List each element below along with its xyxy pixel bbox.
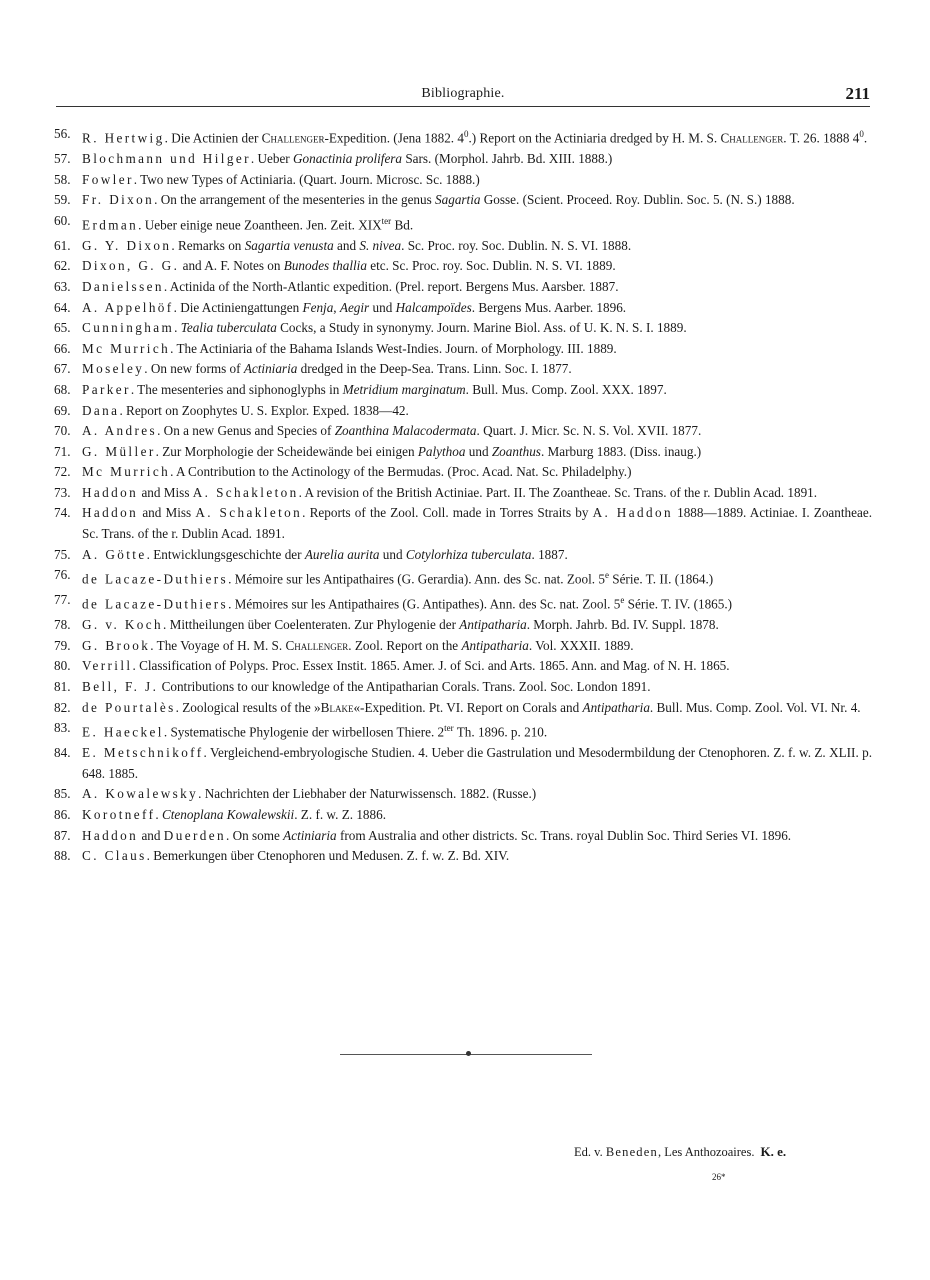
bib-italic-title: Actiniaria: [243, 361, 298, 377]
bib-entry-number: 63.: [54, 278, 71, 294]
bib-entry-text: [82, 565, 872, 590]
bib-text-run: . Vergleichend-embryologische Studien. 4. Ueber die Gastrulation und Mesodermbildung der Ctenophoren. Z. f. w. Z. XLII. p. 648. 1885.: [82, 745, 872, 781]
bib-entry: [54, 380, 872, 401]
bib-entry-number: 73.: [54, 484, 71, 500]
bib-text-run: . Bull. Mus. Comp. Zool. XXX. 1897.: [465, 381, 667, 397]
bib-text-run: from Australia and other districts. Sc. Trans. royal Dublin Soc. Third Series VI. 1896.: [336, 827, 792, 843]
bib-text-run: . Mémoires sur les Antipathaires (G. Antipathes). Ann. des Sc. nat. Zool. 5: [228, 596, 621, 612]
bib-author: Haddon: [82, 484, 139, 500]
bib-entry: [54, 615, 872, 636]
bib-author: de Lacaze-Duthiers: [82, 571, 229, 587]
bib-text-run: etc. Sc. Proc. roy. Soc. Dublin. N. S. VI. 1889.: [366, 258, 616, 274]
bib-small-caps: Challenger: [261, 130, 325, 146]
bib-entry: [54, 339, 872, 360]
bib-entry: [54, 149, 872, 170]
bib-text-run: . 1887.: [531, 546, 568, 562]
bib-entry-number: 72.: [54, 464, 71, 480]
bib-superscript: e: [604, 570, 609, 581]
bib-italic-title: Halcampoïdes: [395, 299, 472, 315]
bib-text-run: . Mémoire sur les Antipathaires (G. Gerardia). Ann. des Sc. nat. Zool. 5: [228, 571, 605, 587]
bib-author: Mc Murrich: [82, 340, 171, 356]
bib-entry: [54, 743, 872, 784]
bib-entry-text: [82, 339, 872, 360]
bib-author: E. Metschnikoff: [82, 745, 204, 761]
bib-text-run: . T. 26. 1888 4: [783, 130, 860, 146]
bib-entry-text: [82, 784, 872, 805]
bib-entry-text: [82, 698, 872, 719]
bib-entry-text: [82, 483, 872, 504]
bib-entry-number: 81.: [54, 679, 71, 694]
end-ornament-dot: [466, 1051, 471, 1056]
bib-author: de Pourtalès: [82, 699, 176, 715]
bib-text-run: Th. 1896. p. 210.: [453, 724, 548, 740]
bib-entry-number: 69.: [54, 402, 71, 418]
bib-entry-number: 59.: [54, 192, 71, 208]
signature-mark: K. e.: [760, 1144, 787, 1159]
bib-author: C. Claus: [82, 848, 147, 864]
bib-entry-number: 57.: [54, 150, 71, 166]
bib-entry-number: 80.: [54, 658, 71, 674]
bib-entry-number: 85.: [54, 786, 71, 802]
bib-entry-number: 88.: [54, 848, 71, 864]
bib-author: Danielssen: [82, 278, 164, 294]
bib-entry-number: 84.: [54, 745, 71, 761]
bib-author: Cunningham: [82, 320, 175, 336]
bib-author: G. Brook: [82, 637, 151, 653]
bib-entry-number: 64.: [54, 299, 71, 315]
bib-entry-number: 78.: [54, 617, 71, 633]
bib-text-run: . Nachrichten der Liebhaber der Naturwissensch. 1882. (Russe.): [198, 786, 537, 802]
bib-entry: [54, 718, 872, 743]
bib-author: Dixon, G. G.: [82, 258, 180, 274]
bib-entry: [54, 442, 872, 463]
bib-entry-number: 79.: [54, 637, 71, 653]
bib-entry-text: [82, 359, 872, 380]
bib-entry: [54, 846, 872, 867]
bib-author: Fr. Dixon: [82, 192, 155, 208]
bib-text-run: .: [155, 806, 162, 822]
bib-text-run: 1888—1889. Actiniae. I. Zoantheae. Sc. Trans. of the r. Dublin Acad. 1891.: [82, 505, 872, 542]
bib-entry-text: [82, 170, 872, 191]
header-rule: [56, 106, 870, 107]
bib-text-run: . On the arrangement of the mesenteries in the genus: [154, 192, 436, 208]
bib-entry-text: [82, 590, 872, 615]
bib-entry-number: 68.: [54, 381, 71, 397]
bib-author: A. Andres: [82, 423, 158, 439]
bib-entry-text: [82, 826, 872, 847]
bib-entry: [54, 190, 872, 211]
bib-author: A. Kowalewsky: [82, 786, 199, 802]
bib-text-run: .) Report on the Actiniaria dredged by H. M. S.: [468, 130, 721, 146]
bib-entry-text: [82, 615, 872, 636]
bib-entry-number: 60.: [54, 212, 71, 228]
bib-text-run: «-Expedition. Pt. VI. Report on Corals and: [353, 699, 583, 715]
bib-author: R. Hertwig: [82, 130, 165, 146]
bib-text-run: . Remarks on: [171, 237, 245, 253]
bib-text-run: and Miss: [138, 484, 193, 500]
bib-entry: [54, 805, 872, 826]
bib-entry: [54, 590, 872, 615]
bib-text-run: ,: [333, 299, 340, 315]
bib-text-run: and Miss: [138, 505, 196, 521]
bib-text-run: und: [465, 443, 492, 459]
bib-entry-number: 74.: [54, 505, 71, 521]
bib-text-run: .: [174, 320, 181, 336]
bib-entry-number: 67.: [54, 361, 71, 377]
bib-text-run: . Bergens Mus. Aarber. 1896.: [471, 299, 627, 315]
bib-text-run: . Z. f. w. Z. 1886.: [294, 806, 387, 822]
bib-author: Erdman: [82, 217, 139, 233]
bib-text-run: . On a new Genus and Species of: [157, 423, 335, 439]
bib-text-run: and A. F. Notes on: [179, 258, 284, 274]
bib-entry-text: [82, 846, 872, 867]
bib-entry-text: [82, 211, 872, 236]
bib-text-run: Série. T. II. (1864.): [608, 571, 714, 587]
bib-entry: [54, 462, 872, 483]
bib-text-run: . Entwicklungsgeschichte der: [146, 546, 305, 562]
bib-text-run: . On some: [226, 827, 284, 843]
bib-text-run: . Two new Types of Actiniaria. (Quart. Journ. Microsc. Sc. 1888.): [133, 171, 480, 187]
bib-text-run: . Mittheilungen über Coelenteraten. Zur Phylogenie der: [163, 617, 460, 633]
bib-entry-number: 66.: [54, 340, 71, 356]
signature-author: Beneden: [605, 1145, 658, 1159]
bib-author: A. Appelhöf: [82, 299, 174, 315]
bib-italic-title: Aurelia aurita: [304, 546, 380, 562]
bib-entry-text: [82, 636, 872, 657]
bib-author: A. Haddon: [592, 505, 673, 521]
bib-superscript: e: [620, 595, 625, 606]
bib-author: Verrill: [82, 658, 133, 674]
bibliography-list: [54, 124, 872, 867]
bib-text-run: . Ueber: [250, 150, 293, 166]
bib-italic-title: Fenja: [302, 299, 334, 315]
bib-entry-number: 61.: [54, 237, 71, 253]
bib-author: G. Y. Dixon: [82, 237, 172, 253]
bib-entry: [54, 359, 872, 380]
bib-entry: [54, 124, 872, 149]
bib-author: Haddon: [82, 505, 139, 521]
bib-author: Moseley: [82, 361, 145, 377]
bib-author: Korotneff: [82, 806, 156, 822]
bib-entry-number: 56.: [54, 126, 71, 141]
bib-italic-title: Actiniaria: [283, 827, 337, 843]
bib-superscript: ter: [444, 723, 454, 734]
bib-text-run: und: [379, 546, 406, 562]
bib-author: A. Schakleton: [192, 484, 299, 500]
bib-text-run: . A Contribution to the Actinology of the Bermudas. (Proc. Acad. Nat. Sc. Philadelphy.): [170, 464, 632, 480]
bib-text-run: dredged in the Deep-Sea. Trans. Linn. Soc. I. 1877.: [297, 361, 572, 377]
bib-text-run: . Systematische Phylogenie der wirbellosen Thiere. 2: [163, 724, 445, 740]
bib-author: Haddon: [82, 827, 139, 843]
bib-entry-number: 83.: [54, 720, 71, 736]
bib-entry: [54, 677, 872, 698]
bib-text-run: and: [138, 827, 164, 843]
bib-entry-text: [82, 442, 872, 463]
bib-text-run: . Vol. XXXII. 1889.: [528, 637, 634, 653]
bib-entry-number: 75.: [54, 546, 71, 562]
bib-author: Dana: [82, 402, 120, 418]
bib-entry: [54, 170, 872, 191]
bib-entry-text: [82, 256, 872, 277]
bib-text-run: . Classification of Polyps. Proc. Essex Instit. 1865. Amer. J. of Sci. and Arts. 1865. Ann. and Mag. of N. H. 1865.: [132, 658, 730, 674]
bib-author: G. v. Koch: [82, 617, 164, 633]
bib-superscript: 0: [859, 129, 864, 139]
bib-italic-title: Bunodes thallia: [283, 258, 367, 274]
bib-entry: [54, 698, 872, 719]
bib-italic-title: Sagartia: [435, 192, 481, 208]
bib-entry-text: [82, 421, 872, 442]
bib-text-run: Série. T. IV. (1865.): [624, 596, 733, 612]
bib-superscript: ter: [381, 215, 392, 226]
bib-author: Blochmann und Hilger: [82, 150, 251, 166]
bib-italic-title: Ctenoplana Kowalewskii: [161, 806, 295, 822]
bib-entry: [54, 826, 872, 847]
bib-text-run: . Report on Zoophytes U. S. Explor. Exped. 1838—42.: [119, 402, 409, 418]
bib-entry-text: [82, 298, 872, 319]
bib-entry-number: 71.: [54, 443, 71, 459]
bib-author: A. Götte: [82, 546, 147, 562]
bib-author: E. Haeckel: [82, 724, 164, 740]
bib-entry-text: [82, 318, 872, 339]
bib-italic-title: Palythoa: [417, 443, 466, 459]
bib-small-caps: Challenger: [285, 637, 349, 653]
bib-entry-text: [82, 149, 872, 170]
bib-entry-number: 62.: [54, 258, 71, 274]
bib-entry-number: 87.: [54, 827, 71, 843]
bib-text-run: . The Voyage of H. M. S.: [150, 637, 286, 653]
bib-text-run: Cocks, a Study in synonymy. Journ. Marine Biol. Ass. of U. K. N. S. I. 1889.: [276, 320, 687, 336]
bib-entry-text: [82, 718, 872, 743]
sheet-number: 26*: [712, 1172, 726, 1182]
bib-text-run: . Zool. Report on the: [348, 637, 462, 653]
bib-author: Parker: [82, 381, 131, 397]
bib-entry: [54, 211, 872, 236]
page-number: 211: [845, 84, 870, 103]
bib-author: Duerden: [163, 827, 226, 843]
bib-text-run: . The Actiniaria of the Bahama Islands West-Indies. Journ. of Morphology. III. 1889.: [170, 340, 617, 356]
bib-text-run: . On new forms of: [144, 361, 244, 377]
bib-text-run: . Bull. Mus. Comp. Zool. Vol. VI. Nr. 4.: [649, 699, 861, 715]
bib-author: Mc Murrich: [82, 464, 171, 480]
bib-entry-number: 65.: [54, 320, 71, 336]
bib-italic-title: Antipatharia: [459, 617, 527, 633]
bib-text-run: . Die Actiniengattungen: [173, 299, 303, 315]
bib-text-run: . Reports of the Zool. Coll. made in Torres Straits by: [302, 505, 593, 521]
bib-text-run: . Zur Morphologie der Scheidewände bei einigen: [155, 443, 418, 459]
bib-entry: [54, 784, 872, 805]
bib-author: de Lacaze-Duthiers: [82, 596, 229, 612]
bib-entry: [54, 636, 872, 657]
bib-italic-title: Cotylorhiza tuberculata: [405, 546, 532, 562]
bib-entry-number: 58.: [54, 171, 71, 187]
bib-entry-number: 82.: [54, 699, 71, 715]
signature-title: , Les Anthozoaires.: [657, 1145, 755, 1159]
bib-italic-title: Antipatharia: [582, 699, 650, 715]
bib-text-run: . Bemerkungen über Ctenophoren und Medusen. Z. f. w. Z. Bd. XIV.: [146, 848, 510, 864]
bib-entry-text: [82, 380, 872, 401]
bib-italic-title: Antipatharia: [461, 637, 529, 653]
signature-line: [574, 1144, 870, 1160]
bib-entry: [54, 565, 872, 590]
bib-small-caps: Blake: [320, 699, 354, 715]
bib-italic-title: Zoanthus: [491, 443, 541, 459]
bib-entry: [54, 298, 872, 319]
bib-entry: [54, 545, 872, 566]
bib-entry: [54, 421, 872, 442]
bib-text-run: . Quart. J. Micr. Sc. N. S. Vol. XVII. 1877.: [476, 423, 702, 439]
bib-text-run: . Morph. Jahrb. Bd. IV. Suppl. 1878.: [526, 617, 719, 633]
bib-superscript: 0: [464, 129, 469, 139]
bib-italic-title: Zoanthina Malacodermata: [334, 423, 477, 439]
bib-text-run: . Die Actinien der: [164, 130, 262, 146]
signature-prefix: Ed. v.: [574, 1145, 606, 1159]
bib-author: Fowler: [82, 171, 134, 187]
bib-entry-text: [82, 677, 872, 698]
bib-small-caps: Challenger: [720, 130, 784, 146]
bib-entry: [54, 401, 872, 422]
bib-entry-text: [82, 190, 872, 211]
bib-author: A. Schakleton: [195, 505, 303, 521]
bib-author: G. Müller: [82, 443, 156, 459]
bib-text-run: . Marburg 1883. (Diss. inaug.): [540, 443, 702, 459]
bib-entry-text: [82, 503, 872, 544]
bib-italic-title: Gonactinia prolifera: [292, 150, 403, 166]
bib-text-run: -Expedition. (Jena 1882. 4: [324, 130, 464, 146]
bib-entry-text: [82, 743, 872, 784]
bib-entry-number: 86.: [54, 806, 71, 822]
bib-italic-title: Metridium marginatum: [342, 381, 466, 397]
bib-italic-title: S. nivea: [359, 237, 402, 253]
bib-text-run: Contributions to our knowledge of the Antipatharian Corals. Trans. Zool. Soc. London 1891.: [158, 679, 651, 694]
bib-entry-text: [82, 545, 872, 566]
bib-text-run: . Zoological results of the »: [175, 699, 321, 715]
bib-entry-number: 70.: [54, 423, 71, 439]
bib-entry: [54, 236, 872, 257]
bib-entry-number: 76.: [54, 567, 71, 583]
bib-italic-title: Aegir: [339, 299, 370, 315]
bib-entry: [54, 318, 872, 339]
bib-italic-title: Tealia tuberculata: [180, 320, 277, 336]
bib-text-run: . The mesenteries and siphonoglyphs in: [130, 381, 343, 397]
bib-entry: [54, 483, 872, 504]
bib-text-run: and: [333, 237, 360, 253]
bib-author: Bell, F. J.: [82, 679, 159, 694]
bib-entry-text: [82, 124, 872, 149]
bib-entry: [54, 656, 872, 677]
bib-entry-text: [82, 656, 872, 677]
bib-text-run: . Actinida of the North-Atlantic expedition. (Prel. report. Bergens Mus. Aarsber. 1887.: [163, 278, 619, 294]
bib-entry: [54, 277, 872, 298]
bib-text-run: . Ueber einige neue Zoantheen. Jen. Zeit. XIX: [138, 217, 382, 233]
bib-text-run: . Sc. Proc. roy. Soc. Dublin. N. S. VI. 1888.: [401, 237, 632, 253]
bib-text-run: .: [863, 130, 868, 146]
bib-entry: [54, 256, 872, 277]
bib-entry-text: [82, 401, 872, 422]
bib-entry-text: [82, 805, 872, 826]
bib-text-run: Sars. (Morphol. Jahrb. Bd. XIII. 1888.): [402, 150, 613, 166]
bib-entry-number: 77.: [54, 592, 71, 608]
bib-entry-text: [82, 236, 872, 257]
bib-entry-text: [82, 462, 872, 483]
bib-text-run: Gosse. (Scient. Proceed. Roy. Dublin. Soc. 5. (N. S.) 1888.: [480, 192, 795, 208]
bib-entry-text: [82, 277, 872, 298]
running-title: Bibliographie.: [421, 86, 505, 101]
bib-text-run: Bd.: [391, 217, 414, 233]
bib-italic-title: Sagartia venusta: [244, 237, 334, 253]
bib-text-run: und: [369, 299, 396, 315]
bib-entry: [54, 503, 872, 544]
bib-text-run: . A revision of the British Actiniae. Part. II. The Zoantheae. Sc. Trans. of the r. Dublin Acad. 1891.: [298, 484, 818, 500]
